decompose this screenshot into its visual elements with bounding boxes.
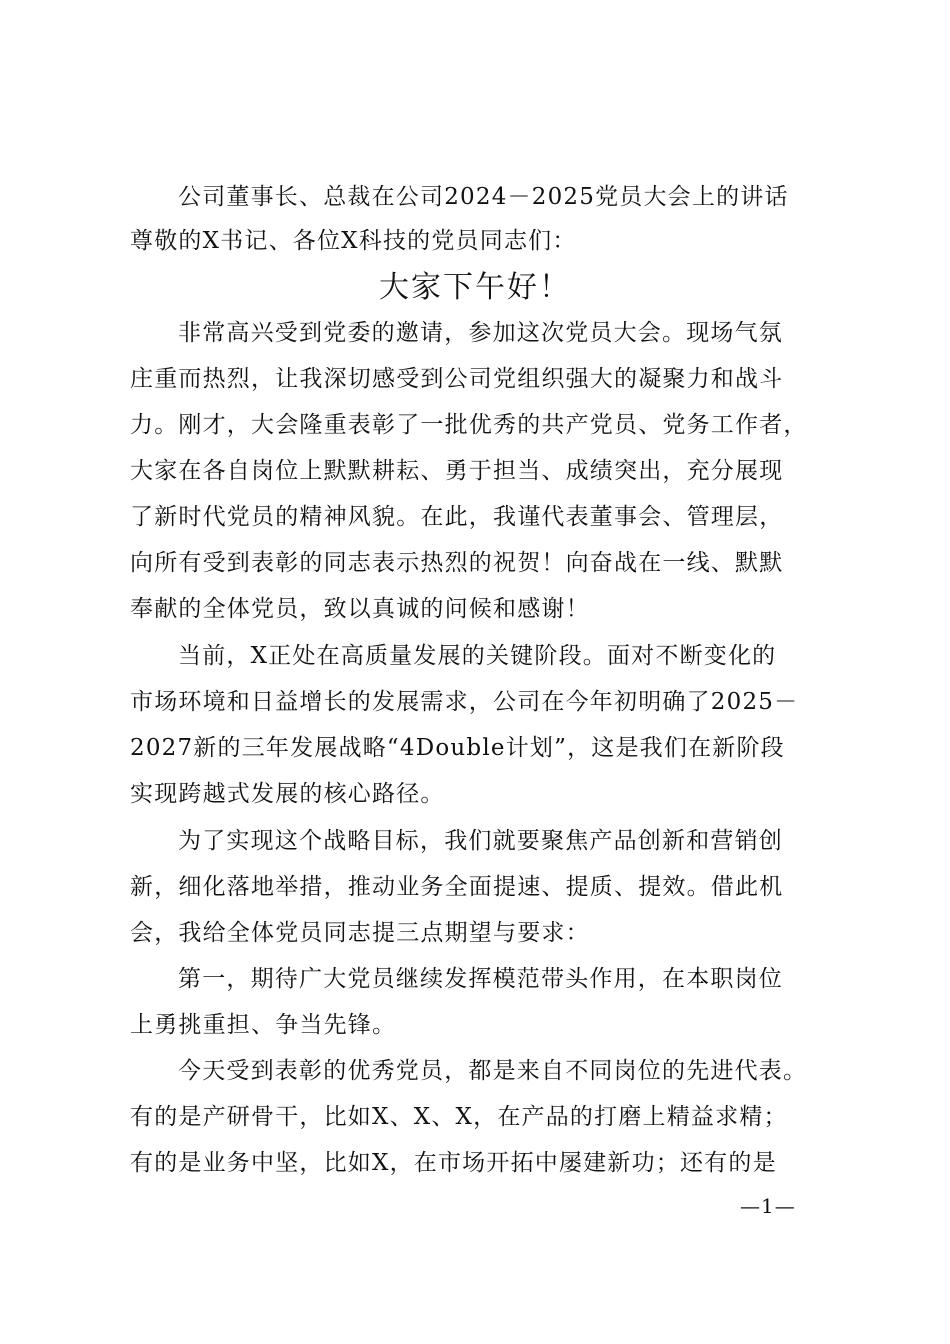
greeting: 大家下午好！	[379, 270, 571, 305]
body-line: 市场环境和日益增长的发展需求，公司在今年初明确了2025－	[130, 689, 799, 715]
body-line: 大家在各自岗位上默默耕耘、勇于担当、成绩突出，充分展现	[130, 458, 784, 484]
body-line: 向所有受到表彰的同志表示热烈的祝贺！向奋战在一线、默默	[130, 550, 784, 576]
document-title: 公司董事长、总裁在公司2024－2025党员大会上的讲话	[178, 184, 789, 210]
body-line: 实现跨越式发展的核心路径。	[130, 781, 445, 807]
body-line: 庄重而热烈，让我深切感受到公司党组织强大的凝聚力和战斗	[130, 366, 784, 392]
body-line: 会，我给全体党员同志提三点期望与要求：	[130, 920, 590, 946]
body-line: 今天受到表彰的优秀党员，都是来自不同岗位的先进代表。	[178, 1058, 808, 1084]
body-line: 奉献的全体党员，致以真诚的问候和感谢！	[130, 596, 590, 622]
body-line: 当前，X正处在高质量发展的关键阶段。面对不断变化的	[178, 643, 777, 669]
salutation: 尊敬的X书记、各位X科技的党员同志们：	[130, 228, 577, 254]
body-line: 力。刚才，大会隆重表彰了一批优秀的共产党员、党务工作者，	[130, 412, 808, 438]
body-line: 2027新的三年发展战略“4Double计划”，这是我们在新阶段	[130, 735, 785, 761]
body-line: 上勇挑重担、争当先锋。	[130, 1012, 397, 1038]
body-line: 非常高兴受到党委的邀请，参加这次党员大会。现场气氛	[178, 320, 783, 346]
body-line: 新，细化落地举措，推动业务全面提速、提质、提效。借此机	[130, 874, 784, 900]
body-line: 第一，期待广大党员继续发挥模范带头作用，在本职岗位	[178, 966, 783, 992]
body-line: 了新时代党员的精神风貌。在此，我谨代表董事会、管理层，	[130, 504, 784, 530]
page-number: —1—	[740, 1194, 796, 1218]
body-line: 为了实现这个战略目标，我们就要聚焦产品创新和营销创	[178, 828, 783, 854]
body-line: 有的是业务中坚，比如X，在市场开拓中屡建新功；还有的是	[130, 1150, 777, 1176]
body-line: 有的是产研骨干，比如X、X、X，在产品的打磨上精益求精；	[130, 1104, 788, 1130]
